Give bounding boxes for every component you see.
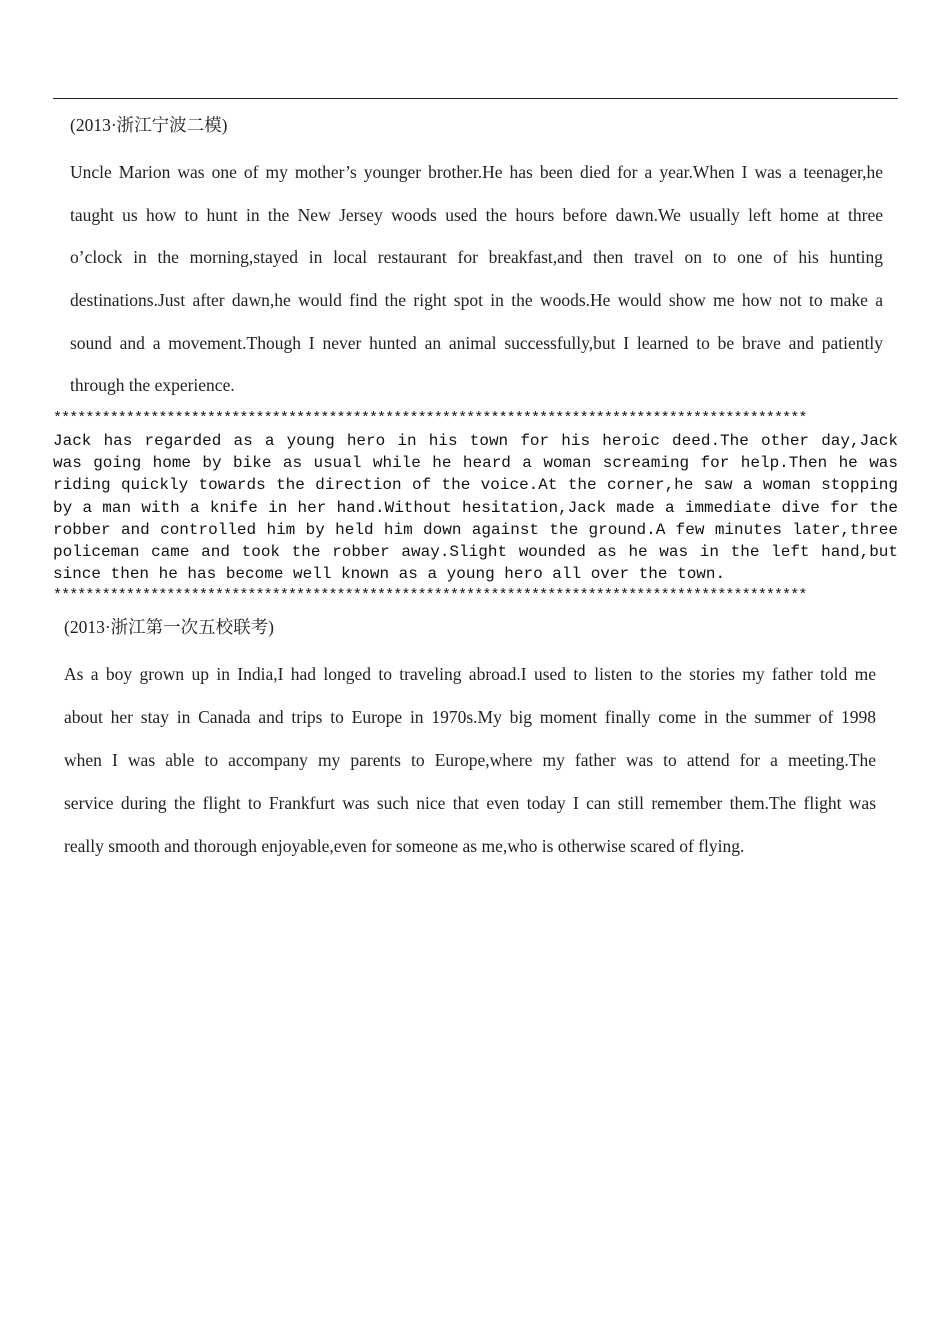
paragraph-line: by a man with a knife in her hand.Without hesitation,Jack made a immediate dive for the	[53, 498, 898, 517]
section1-paragraph	[70, 157, 883, 413]
paragraph-line: since then he has become well known as a young hero all over the town.	[53, 565, 726, 584]
paragraph-line: was going home by bike as usual while he heard a woman screaming for help.Then he was	[53, 454, 898, 473]
paragraph-line: taught us how to hunt in the New Jersey woods used the hours before dawn.We usually left home at three	[70, 204, 883, 225]
section3-heading: (2013·浙江第一次五校联考)	[64, 617, 274, 637]
paragraph-line: when I was able to accompany my parents to Europe,where my father was to attend for a meeting.The	[64, 750, 876, 770]
paragraph-line: destinations.Just after dawn,he would find the right spot in the woods.He would show me how not to make a	[70, 290, 883, 311]
asterisk-divider: *********************************************************************************************	[53, 411, 807, 427]
paragraph-line: service during the flight to Frankfurt was such nice that even today I can still remember them.The flight was	[64, 793, 876, 813]
paragraph-line: robber and controlled him by held him down against the ground.A few minutes later,three	[53, 520, 898, 539]
paragraph-line: Jack has regarded as a young hero in his town for his heroic deed.The other day,Jack	[53, 432, 898, 450]
paragraph-line: Uncle Marion was one of my mother’s younger brother.He has been died for a year.When I was a teenager,he	[70, 162, 883, 182]
paragraph-line: sound and a movement.Though I never hunted an animal successfully,but I learned to be brave and patiently	[70, 332, 883, 353]
paragraph-line: through the experience.	[70, 375, 235, 396]
paragraph-line: policeman came and took the robber away.Slight wounded as he was in the left hand,but	[53, 542, 898, 561]
section1-heading: (2013·浙江宁波二模)	[70, 115, 228, 135]
asterisk-divider: *********************************************************************************************	[53, 588, 807, 604]
paragraph-line: really smooth and thorough enjoyable,even for someone as me,who is otherwise scared of flying.	[64, 836, 745, 856]
paragraph-line: o’clock in the morning,stayed in local restaurant for breakfast,and then travel on to one of his hunting	[70, 247, 883, 268]
top-horizontal-rule	[53, 98, 898, 99]
paragraph-line: As a boy grown up in India,I had longed to traveling abroad.I used to listen to the stories my father told me	[64, 664, 876, 684]
paragraph-line: about her stay in Canada and trips to Europe in 1970s.My big moment finally come in the summer of 1998	[64, 707, 876, 727]
paragraph-line: riding quickly towards the direction of the voice.At the corner,he saw a woman stopping	[53, 476, 898, 495]
section2-paragraph	[53, 430, 898, 585]
section3-paragraph	[64, 659, 876, 874]
